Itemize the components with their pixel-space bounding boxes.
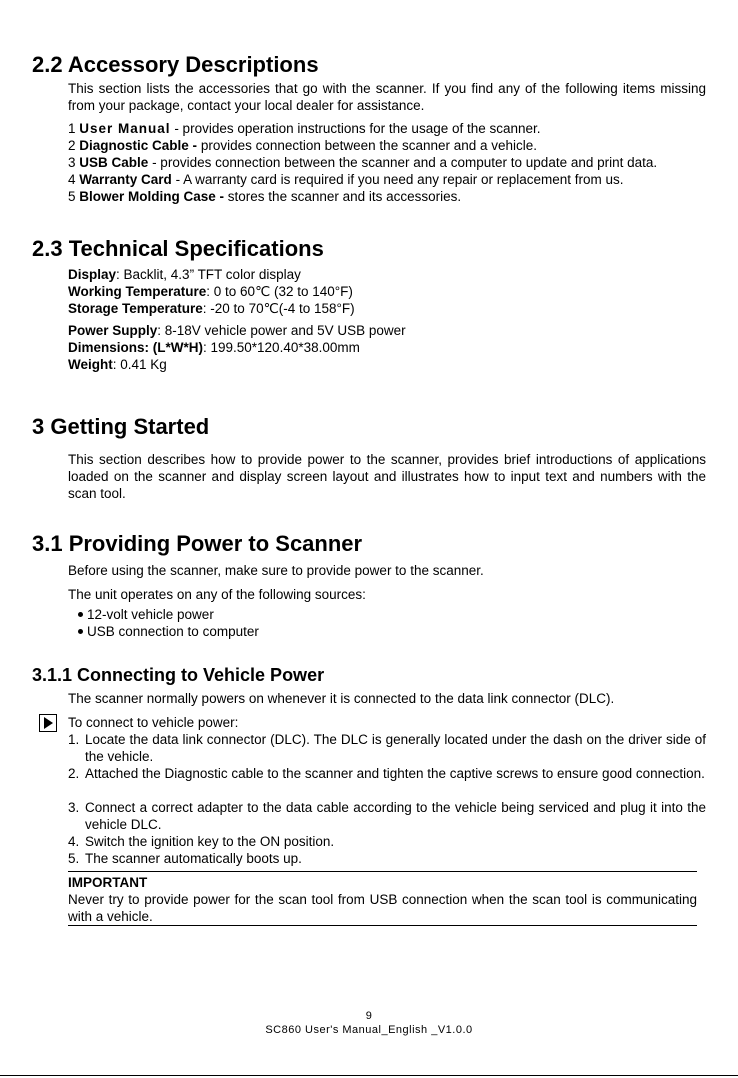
page-bottom-border [0, 1075, 738, 1076]
vehicle-power-intro: The scanner normally powers on whenever it is connected to the data link connector (DLC). [68, 691, 615, 706]
bullet-icon [78, 629, 83, 634]
play-icon [39, 714, 57, 732]
section-heading-3-1: 3.1 Providing Power to Scanner [32, 531, 363, 556]
section-heading-3: 3 Getting Started [32, 414, 210, 439]
procedure-step: 3. Connect a correct adapter to the data cable according to the vehicle being serviced and plug it into the vehicle DLC. [68, 800, 706, 832]
important-text: Never try to provide power for the scan tool from USB connection when the scan tool is communicating with a vehicle. [68, 892, 697, 924]
spec-item: Dimensions: (L*W*H): 199.50*120.40*38.00mm [68, 340, 360, 355]
spec-item: Weight: 0.41 Kg [68, 357, 167, 372]
spec-item: Working Temperature: 0 to 60℃ (32 to 140°F) [68, 284, 353, 299]
power-sources-intro: The unit operates on any of the following sources: [68, 587, 366, 602]
accessory-item: 2 Diagnostic Cable - provides connection between the scanner and a vehicle. [68, 138, 538, 153]
footer-doc-title: SC860 User's Manual_English _V1.0.0 [265, 1024, 473, 1036]
section-heading-2-2: 2.2 Accessory Descriptions [32, 52, 319, 77]
procedure-step: 2. Attached the Diagnostic cable to the scanner and tighten the captive screws to ensure good connection. [68, 766, 705, 781]
spec-item: Display: Backlit, 4.3” TFT color display [68, 267, 301, 282]
page-number: 9 [365, 1010, 373, 1022]
procedure-title: To connect to vehicle power: [68, 715, 239, 730]
procedure-step: 1. Locate the data link connector (DLC). The DLC is generally located under the dash on the driver side of the vehicle. [68, 732, 706, 764]
accessory-item: 4 Warranty Card - A warranty card is required if you need any repair or replacement from us. [68, 172, 624, 187]
divider [68, 925, 697, 926]
accessory-item: 5 Blower Molding Case - stores the scanner and its accessories. [68, 189, 462, 204]
spec-item: Storage Temperature: -20 to 70℃(-4 to 158°F) [68, 301, 355, 316]
spec-item: Power Supply: 8-18V vehicle power and 5V USB power [68, 323, 406, 338]
procedure-step: 4. Switch the ignition key to the ON position. [68, 834, 335, 849]
accessory-item: 3 USB Cable - provides connection between the scanner and a computer to update and print data. [68, 155, 658, 170]
divider [68, 871, 697, 872]
important-title: IMPORTANT [68, 875, 148, 890]
section-heading-3-1-1: 3.1.1 Connecting to Vehicle Power [32, 665, 325, 685]
accessory-item: 1 User Manual - provides operation instructions for the usage of the scanner. [68, 121, 541, 136]
bullet-item: USB connection to computer [78, 623, 259, 640]
getting-started-intro: This section describes how to provide power to the scanner, provides brief introductions of applications loaded on the scanner and display screen layout and illustrates how to input text and numbers with the scan tool. [68, 452, 706, 501]
accessory-intro: This section lists the accessories that go with the scanner. If you find any of the following items missing from your package, contact your local dealer for assistance. [68, 81, 706, 113]
power-intro: Before using the scanner, make sure to provide power to the scanner. [68, 563, 484, 578]
section-heading-2-3: 2.3 Technical Specifications [32, 236, 324, 261]
procedure-step: 5. The scanner automatically boots up. [68, 851, 302, 866]
bullet-icon [78, 612, 83, 617]
bullet-item: 12-volt vehicle power [78, 606, 214, 623]
